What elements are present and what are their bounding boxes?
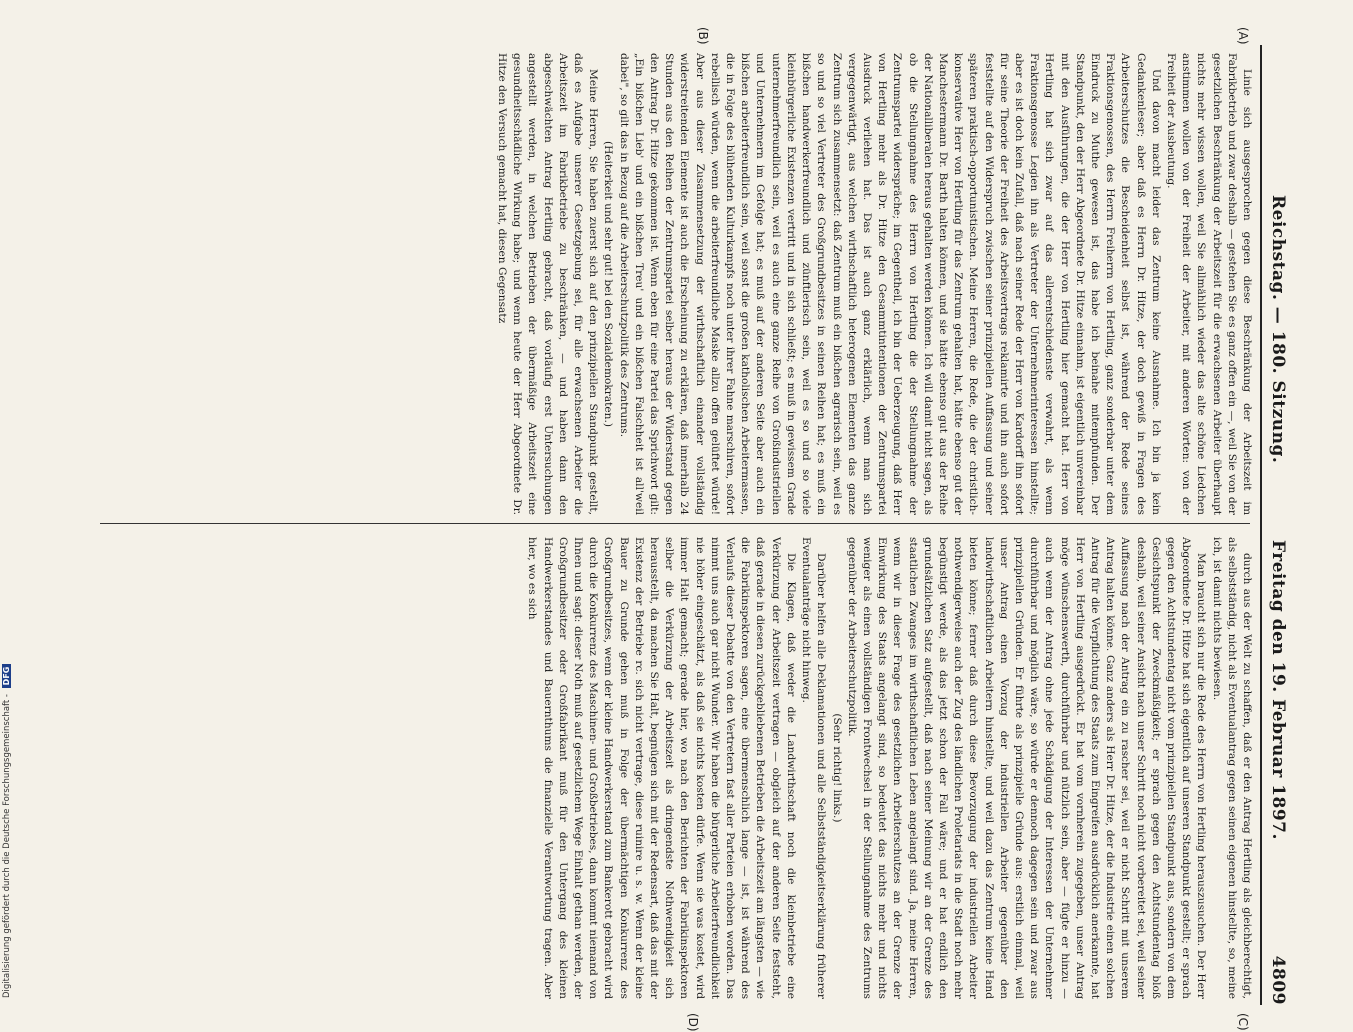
rotated-newspaper-page	[80, 27, 1290, 1032]
marker-c: (C)	[1236, 1013, 1250, 1031]
marker-b: (B)	[696, 27, 710, 45]
paragraph: durch aus der Welt zu schaffen, daß er den Antrag Hertling als gleichberechtigt, als selbstständig, nicht als Eventualantrag gegen seinen eigenen hinstellte, so, meine ich, ist damit nichts bewiesen.	[1210, 537, 1253, 999]
paragraph: Man braucht sich nur die Rede des Herrn von Hertling herauszusuchen. Der Herr Abgeordnete Dr. Hitze hat sich eigentlich auf unseren Standpunkt gestellt; er sprach gegen den Achtstundentag nicht vom prinzipiellen Standpunkt aus, sondern von dem Gesichtspunkt der Zweckmäßigkeit; er sprach gegen den Achtstundentag bloß deshalb, weil seiner Ansicht nach unser Schritt noch nicht vorbereitet sei, weil seiner Auffassung nach der Antrag ein zu rascher sei, weil er nicht Schritt mit unserem Antrag halten könne. Ganz anders als Herr Dr. Hitze, der die Industrie einen solchen Antrag für die Verpflichtung des Staats zum Eingreifen ausdrücklich anerkannte, hat Herr von Hertling ausgedrückt. Er hat vom vornherein zugegeben, unser Antrag möge wünschenswerth, durchführbar und nützlich sein, aber — fügte er hinzu — auch wenn der Antrag ohne jede Schädigung der Interessen der Unternehmer durchführbar und möglich wäre, so würde er dennoch dagegen sein und zwar aus prinzipiellen Gründen. Er führte als prinzipielle Gründe aus: erstlich einmal, weil unser Antrag einen Vorzug der industriellen Arbeiter gegenüber den landwirthschaftlichen Arbeitern hinstellte, und weil dazu das Zentrum keine Hand bieten könne; ferner daß durch diese Bevorzugung der industriellen Arbeiter nothwendigerweise auch der Zug des ländlichen Proletariats in die Stadt noch mehr begünstigt werde, als das jetzt schon der Fall wäre; und er hat endlich den grundsätzlichen Satz aufgestellt, daß nach seiner Meinung wir an der Grenze des staatlichen Zwanges im wirthschaftlichen Leben angelangt sind. Ja, meine Herren, wenn wir in dieser Frage des gesetzlichen Arbeiterschutzes an der Grenze der Einwirkung des Staats angelangt sind, so bedeutet das nichts mehr und nichts weniger als einen vollständigen Frontwechsel in der Stellungnahme des Zentrums gegenüber der Arbeiterschutzpolitik.	[845, 537, 1208, 999]
header-right: Freitag den 19. Februar 1897.	[1268, 540, 1288, 840]
header-rule	[1260, 45, 1262, 1005]
marker-d: (D)	[686, 1013, 700, 1032]
marker-a: (A)	[1236, 27, 1250, 45]
digitization-credit	[2, 664, 12, 998]
text-column-left	[104, 53, 1254, 515]
paragraph: Darüber helfen alle Deklamationen und alle Selbstständigkeitserklärung früherer Eventualanträge nicht hinweg.	[800, 537, 828, 999]
dfg-logo: DFG	[2, 664, 11, 689]
header-left: Reichstag. — 180. Sitzung.	[1268, 195, 1288, 464]
paragraph: Linie sich ausgesprochen gegen diese Beschränkung der Arbeitszeit im Fabrikbetrieb und zwar deshalb — gestehen Sie es ganz offen ein —, weil Sie von der gesetzlichen Beschränkung der Arbeitszeit für die erwachsenen Arbeiter überhaupt nichts mehr wissen wollen, weil Sie allmählich wieder das alte schöne Liedchen anstimmen wollen von der Freiheit der Arbeiter, mit anderen Worten: von der Freiheit der Ausbeutung.	[1164, 53, 1253, 515]
credit-text: Digitalisierung gefördert durch die Deutsche Forschungsgemeinschaft -	[2, 694, 12, 998]
interjection: (Heiterkeit und sehr gut! bei den Sozialdemokraten.)	[602, 140, 615, 428]
interjection: (Sehr richtig! links.)	[830, 713, 843, 823]
text-column-right	[104, 537, 1254, 999]
column-divider	[100, 523, 1250, 524]
paragraph: Und davon macht leider das Zentrum keine Ausnahme. Ich bin ja kein Gedankenleser; aber daß es Herrn Dr. Hitze, der doch gewiß in Fragen des Arbeiterschutzes die Bescheidenheit selbst ist, während der Rede seines Fraktionsgenossen, des Herrn Freiherrn von Hertling, ganz sonderbar unter dem Eindruck zu Muthe gewesen ist, das habe ich beinahe mitempfunden. Der Standpunkt, den der Herr Abgeordnete Dr. Hitze einnahm, ist eigentlich unvereinbar mit den Ausführungen, die der Herr von Hertling hier gemacht hat. Herr von Hertling hat sich zwar auf das allerentschiedenste verwahrt, als wenn Fraktionsgenosse Legien ihn als Vertreter der Unternehmerinteressen hinstellte; aber es ist doch kein Zufall, daß nach seiner Rede der Herr von Kardorff ihn sofort für seine Theorie der Freiheit des Arbeitsvertrags reklamirte und ihn auch sofort feststellte auf den Widerspruch zwischen seiner prinzipiellen Auffassung und seiner späteren praktisch-opportunistischen. Meine Herren, die Rede, die der christlich-konservative Herr von Hertling für das Zentrum gehalten hat, hätte ebenso gut der Manchestermann Dr. Barth halten können, und sie hätte ebenso gut aus der Reihe der Nationalliberalen heraus gehalten werden können. Ich will damit nicht sagen, als ob die Stellungnahme des Herrn von Hertling die der Stellungnahme der Zentrumspartei widerspräche; im Gegentheil, ich bin der Ueberzeugung, daß Herr von Hertling mehr als Dr. Hitze den Gesammtintentionen der Zentrumspartei Ausdruck verliehen hat. Das ist auch ganz erklärlich, wenn man sich vergegenwärtigt, aus welchen wirthschaftlich heterogenen Elementen das ganze Zentrum sich zusammensetzt: daß Zentrum muß ein bißchen agrarisch sein, weil es so und so viel Vertreter des Großgrundbesitzes in seinen Reihen hat; es muß ein bißchen handwerkerfreundlich und zünftlerisch sein, weil es so und so viele kleinbürgerliche Existenzen vertritt und in sich schließt; es muß in gewissem Grade unternehmerfreundlich sein, weil es auch eine ganze Reihe von Großindustriellen und Unternehmern im Gefolge hat; es muß auf der anderen Seite aber auch ein bißchen arbeiterfreundlich sein, weil sonst die großen katholischen Arbeitermassen, die in Folge des blühenden Kulturkampfs noch unter ihrer Fahne marschiren, sofort rebellisch würden, wenn die arbeiterfreundliche Maske allzu offen gelüftet würde! Aber aus dieser Zusammensetzung der wirthschaftlich einander vollständig widerstreitenden Elemente ist auch die Erscheinung zu erklären, daß innerhalb 24 Stunden aus den Reihen der Zentrumspartei selber heraus der Widerstand gegen den Antrag Dr. Hitze gekommen ist. Wenn eben für eine Partei das Sprichwort gilt: „Ein bißchen Lieb' und ein bißchen Treu' und ein bißchen Falschheit ist all'weil dabei", so gilt das in Bezug auf die Arbeiterschutzpolitik des Zentrums.	[617, 53, 1162, 515]
page-number: 4809	[1268, 955, 1288, 1005]
page-header	[1264, 45, 1290, 1005]
paragraph: Die Klagen, daß weder die Landwirthschaft noch die kleinbetriebe eine Verkürzung der Arbeitszeit vertragen — obgleich auf der anderen Seite feststeht, daß gerade in diesen zurückgebliebenen Betrieben die Arbeitszeit am längsten — wie die Fabrikinspektoren sagen, eine übermenschlich lange — ist, ist während des Verlaufs dieser Debatte von den Vertretern fast aller Parteien erhoben worden. Das nimmt uns auch gar nicht Wunder. Wir haben die bürgerliche Arbeiterfreundlichkeit nie höher eingeschätzt, als daß sie nichts kosten dürfe. Wenn sie was kostet, wird immer Halt gemacht; gerade hier, wo nach den Berichten der Fabrikinspektoren selber die Verkürzung der Arbeitszeit als dringendste Nothwendigkeit sich herausstellt, da machen Sie Halt, begnügen sich mit der Redensart, daß das mit der Existenz der Betriebe rc. sich nicht vertrage, diese ruinire u. s. w. Wenn der kleine Bauer zu Grunde gehen muß in Folge der übermächtigen Konkurrenz des Großgrundbesitzes, wenn der kleine Handwerkerstand zum Bankerott gebracht wird durch die Konkurrenz des Maschinen- und Großbetriebes, dann kommt niemand von Ihnen und sagt: dieser Noth muß auf gesetzlichem Wege Einhalt gethan werden, der Großgrundbesitzer oder Großfabrikant muß für den Untergang des kleinen Handwerkerstandes und Bauernthums die finanzielle Verantwortung tragen. Aber hier, wo es sich	[526, 537, 797, 999]
paragraph: Meine Herren, Sie haben zuerst sich auf den prinzipiellen Standpunkt gestellt, daß es Aufgabe unserer Gesetzgebung sei, für alle erwachsenen Arbeiter die Arbeitszeit im Fabrikbetriebe zu beschränken, — und haben dann den abgeschwächten Antrag Hertling gebracht, daß vorläufig erst Untersuchungen angestellt werden, in welchen Betrieben der übermäßige Arbeitszeit eine gesundheitsschädliche Wirkung habe; und wenn heute der Herr Abgeordnete Dr. Hitze den Versuch gemacht hat, diesen Gegensatz	[496, 53, 600, 515]
